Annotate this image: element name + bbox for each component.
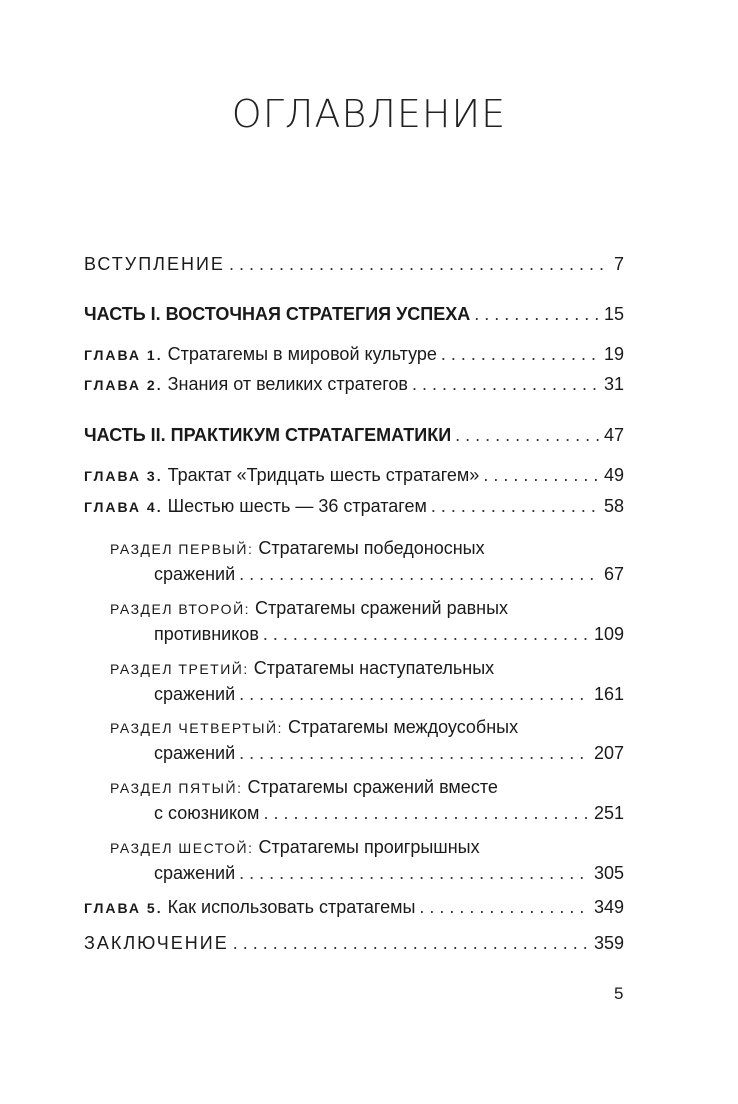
toc-label: ВСТУПЛЕНИЕ [84, 254, 225, 274]
toc-label: ЧАСТЬ II. ПРАКТИКУМ СТРАТАГЕМАТИКИ [84, 425, 452, 445]
toc-label: ЗАКЛЮЧЕНИЕ [84, 933, 229, 953]
page-number: 5 [614, 984, 624, 1003]
toc-page: 49 [603, 465, 624, 485]
toc-entry-conclusion[interactable] [84, 933, 624, 954]
toc-entry-chapter3[interactable] [84, 465, 624, 486]
leader-dots [239, 564, 600, 585]
toc-entry-chapter4[interactable] [84, 496, 624, 517]
toc-section5-title[interactable] [110, 777, 498, 798]
leader-dots [239, 743, 590, 764]
toc-page: 207 [593, 743, 624, 763]
leader-dots [239, 863, 590, 884]
toc-entry-chapter5[interactable] [84, 897, 624, 918]
toc-entry-chapter1[interactable] [84, 344, 624, 365]
toc-label: Стратагемы сражений равных [255, 598, 509, 618]
toc-label-cont: противников [154, 624, 259, 644]
toc-label: Стратагемы проигрышных [258, 837, 480, 857]
section-prefix: РАЗДЕЛ ТРЕТИЙ: [110, 661, 249, 677]
toc-page: 251 [593, 803, 624, 823]
toc-entry-intro[interactable] [84, 254, 624, 275]
chapter-prefix: ГЛАВА 5. [84, 900, 163, 916]
toc-label: Стратагемы сражений вместе [247, 777, 498, 797]
toc-section2-title[interactable] [110, 598, 508, 619]
section-prefix: РАЗДЕЛ ЧЕТВЕРТЫЙ: [110, 720, 283, 736]
toc-entry-part1[interactable] [84, 304, 624, 325]
toc-label: Стратагемы в мировой культуре [167, 344, 437, 364]
toc-page: 305 [593, 863, 624, 883]
toc-entry-chapter2[interactable] [84, 374, 624, 395]
toc-label: Шестью шесть — 36 стратагем [167, 496, 427, 516]
toc-entry-section5[interactable] [154, 803, 624, 824]
chapter-prefix: ГЛАВА 4. [84, 499, 163, 515]
toc-label-cont: сражений [154, 564, 236, 584]
toc-section6-title[interactable] [110, 837, 480, 858]
leader-dots [263, 624, 590, 645]
leader-dots [229, 254, 610, 275]
section-prefix: РАЗДЕЛ ШЕСТОЙ: [110, 840, 254, 856]
toc-label: Стратагемы междоусобных [287, 717, 519, 737]
toc-entry-section6[interactable] [154, 863, 624, 884]
toc-page: 359 [593, 933, 624, 953]
toc-label: Знания от великих стратегов [167, 374, 408, 394]
toc-page: 349 [593, 897, 624, 917]
toc-page: 109 [593, 624, 624, 644]
toc-page: 19 [603, 344, 624, 364]
toc-label-cont: сражений [154, 743, 236, 763]
toc-entry-section1[interactable] [154, 564, 624, 585]
page-title: ОГЛАВЛЕНИЕ [231, 92, 507, 136]
toc-entry-part2[interactable] [84, 425, 624, 446]
toc-section1-title[interactable] [110, 538, 485, 559]
toc-page: 7 [613, 254, 624, 274]
leader-dots [233, 933, 590, 954]
leader-dots [455, 425, 600, 446]
toc-page: 47 [603, 425, 624, 445]
leader-dots [239, 684, 590, 705]
toc-label: ЧАСТЬ I. ВОСТОЧНАЯ СТРАТЕГИЯ УСПЕХА [84, 304, 471, 324]
section-prefix: РАЗДЕЛ ВТОРОЙ: [110, 601, 251, 617]
toc-label: Стратагемы победоносных [258, 538, 485, 558]
toc-page: 15 [603, 304, 624, 324]
leader-dots [441, 344, 600, 365]
toc-entry-section3[interactable] [154, 684, 624, 705]
leader-dots [263, 803, 590, 824]
toc-section3-title[interactable] [110, 658, 494, 679]
toc-label: Трактат «Тридцать шесть стратагем» [167, 465, 480, 485]
toc-entry-section4[interactable] [154, 743, 624, 764]
leader-dots [483, 465, 600, 486]
toc-label: Стратагемы наступательных [253, 658, 495, 678]
toc-label-cont: сражений [154, 863, 236, 883]
toc-entry-section2[interactable] [154, 624, 624, 645]
leader-dots [431, 496, 600, 517]
leader-dots [474, 304, 600, 325]
section-prefix: РАЗДЕЛ ПЕРВЫЙ: [110, 541, 254, 557]
toc-page: 161 [593, 684, 624, 704]
chapter-prefix: ГЛАВА 2. [84, 377, 163, 393]
chapter-prefix: ГЛАВА 3. [84, 468, 163, 484]
toc-label-cont: с союзником [154, 803, 260, 823]
toc-page: 58 [603, 496, 624, 516]
leader-dots [412, 374, 600, 395]
toc-label-cont: сражений [154, 684, 236, 704]
leader-dots [419, 897, 590, 918]
chapter-prefix: ГЛАВА 1. [84, 347, 163, 363]
toc-page: 31 [603, 374, 624, 394]
toc-page: 67 [603, 564, 624, 584]
section-prefix: РАЗДЕЛ ПЯТЫЙ: [110, 780, 243, 796]
toc-section4-title[interactable] [110, 717, 518, 738]
toc-label: Как использовать стратагемы [167, 897, 416, 917]
